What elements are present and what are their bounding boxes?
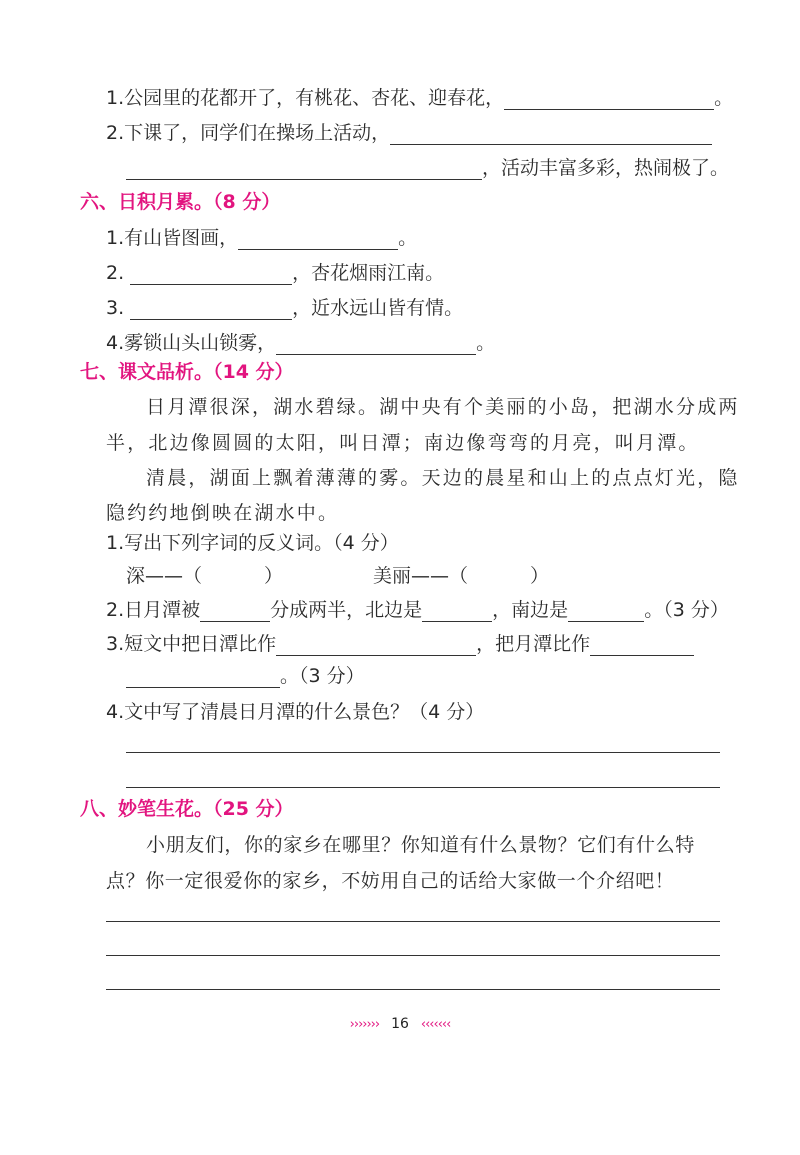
s7-q3-text-a: 短文中把日潭比作 [124,633,277,655]
s6-item1-text: 有山皆图画， [124,227,239,249]
q5-item2-cont-text: ，活动丰富多彩，热闹极了。 [482,157,730,179]
s7-q2-text-a: 日月潭被 [124,599,201,621]
answer-blank[interactable] [504,89,714,110]
s6-item2 [106,261,444,285]
s6-item3 [106,296,463,320]
decorative-left-arrows-icon: ‹‹‹‹‹‹‹ [420,1016,451,1032]
s7-q2 [106,598,729,622]
answer-blank[interactable] [238,229,398,250]
s7-q1 [106,531,399,555]
s7-q3 [106,632,694,656]
section8-heading: 八、妙笔生花。（25 分） [80,798,294,820]
q5-item1-num: 1. [106,87,125,109]
s7-q4-num: 4. [106,701,125,723]
s6-item2-text: ，杏花烟雨江南。 [292,262,445,284]
s8-prompt-line1: 小朋友们，你的家乡在哪里？你知道有什么景物？它们有什么特 [146,834,695,856]
s6-item1-end: 。 [398,227,418,249]
s7-q2-text-b: 分成两半，北边是 [270,599,423,621]
s7-q1-antonym-1 [126,564,283,588]
q5-item1-end: 。 [714,87,734,109]
answer-blank[interactable] [276,334,476,355]
s6-item1 [106,226,417,250]
s6-item4-end: 。 [476,332,496,354]
page-footer [0,1016,800,1032]
s6-item1-num: 1. [106,227,125,249]
s7-q3-text-c: 。（3 分） [280,665,365,687]
q5-item2-text: 下课了，同学们在操场上活动， [124,122,391,144]
passage-para2-line2: 隐约约地倒映在湖水中。 [106,502,340,524]
s8-prompt-line2: 点？你一定很爱你的家乡，不妨用自己的话给大家做一个介绍吧！ [106,870,675,892]
answer-blank[interactable] [590,635,694,656]
answer-line[interactable] [126,787,720,788]
q5-item2-num: 2. [106,122,125,144]
antonym-word-beautiful: 美丽——（ [373,565,469,587]
section6-heading: 六、日积月累。（8 分） [80,191,281,213]
passage-para1-line1: 日月潭很深，湖水碧绿。湖中央有个美丽的小岛，把湖水分成两 [146,396,740,418]
s7-q3-cont [126,664,365,688]
answer-blank[interactable] [126,159,482,180]
s7-q1-text: 写出下列字词的反义词。（4 分） [124,532,399,554]
q5-item1 [106,86,733,110]
passage-para2-line1: 清晨，湖面上飘着薄薄的雾。天边的晨星和山上的点点灯光，隐 [146,467,740,489]
answer-blank[interactable] [200,601,270,622]
s7-q1-num: 1. [106,532,125,554]
answer-blank[interactable] [130,264,292,285]
s7-q3-text-b: ，把月潭比作 [476,633,591,655]
answer-blank[interactable] [568,601,644,622]
s7-q3-num: 3. [106,633,125,655]
page-number: 16 [391,1016,409,1032]
answer-line[interactable] [126,752,720,753]
s6-item4-text: 雾锁山头山锁雾， [124,332,277,354]
answer-blank[interactable] [276,635,476,656]
antonym-word-deep: 深——（ [126,565,203,587]
antonym-close-paren: ） [530,565,550,587]
writing-line[interactable] [106,955,720,956]
passage-para1-line2: 半，北边像圆圆的太阳，叫日潭；南边像弯弯的月亮，叫月潭。 [106,432,700,454]
answer-blank[interactable] [390,124,712,145]
answer-blank[interactable] [422,601,492,622]
answer-blank[interactable] [126,667,280,688]
s6-item3-num: 3. [106,297,125,319]
s6-item4 [106,331,495,355]
s6-item4-num: 4. [106,332,125,354]
antonym-close-paren: ） [264,565,284,587]
q5-item2 [106,121,712,145]
s7-q1-antonym-2 [373,564,549,588]
s7-q2-num: 2. [106,599,125,621]
q5-item1-text: 公园里的花都开了，有桃花、杏花、迎春花， [124,87,505,109]
writing-line[interactable] [106,989,720,990]
s7-q4 [106,700,484,724]
s7-q2-text-d: 。（3 分） [644,599,729,621]
s7-q4-text: 文中写了清晨日月潭的什么景色？（4 分） [124,701,485,723]
decorative-right-arrows-icon: ››››››› [349,1016,380,1032]
answer-blank[interactable] [130,299,292,320]
writing-line[interactable] [106,921,720,922]
s6-item3-text: ，近水远山皆有情。 [292,297,464,319]
q5-item2-cont [126,156,729,180]
s7-q2-text-c: ，南边是 [492,599,569,621]
section7-heading: 七、课文品析。（14 分） [80,361,294,383]
s6-item2-num: 2. [106,262,125,284]
